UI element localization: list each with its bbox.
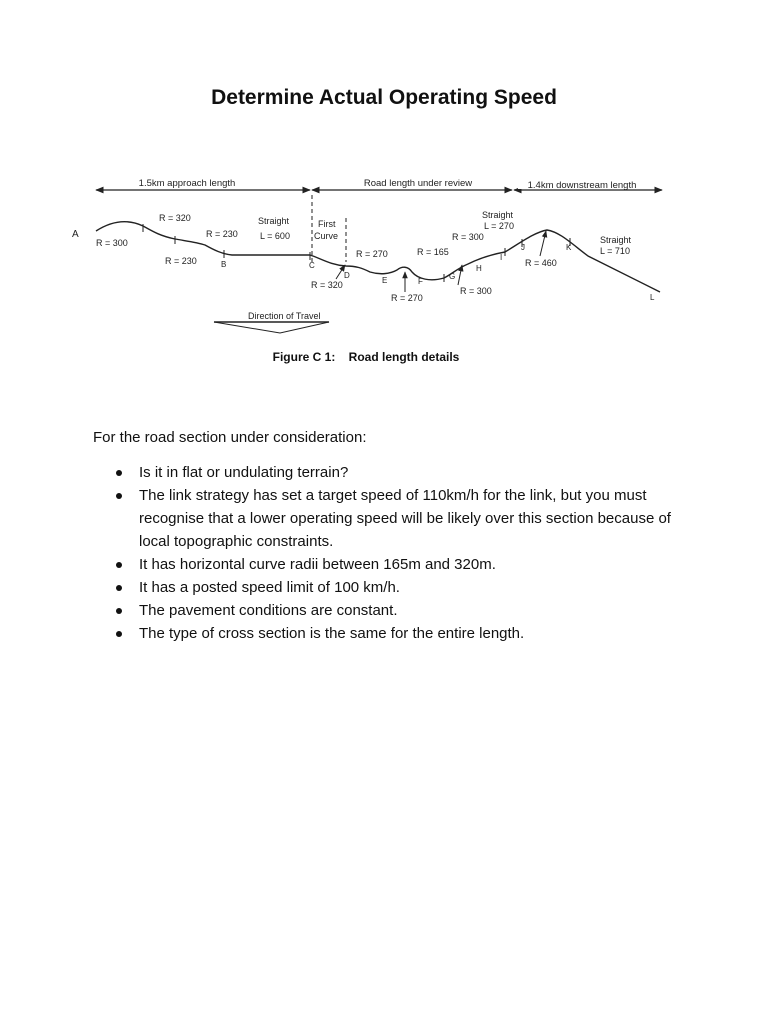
point-label-l: L [650, 293, 655, 302]
figure-caption-text: Road length details [348, 350, 460, 364]
figure-caption [0, 350, 732, 364]
point-label-j: J [521, 243, 525, 252]
point-label-e: E [382, 276, 388, 285]
point-label-g: G [449, 272, 456, 281]
first-curve-label: Curve [314, 231, 339, 241]
straight-label: Straight [482, 210, 514, 220]
radius-label: R = 230 [165, 256, 197, 266]
point-label-b: B [221, 260, 227, 269]
straight-label: Straight [600, 235, 632, 245]
radius-label: R = 270 [391, 293, 423, 303]
list-item: It has horizontal curve radii between 165m and 320m. [116, 553, 676, 576]
point-label-f: F [418, 277, 423, 286]
intro-text: For the road section under consideration: [93, 429, 367, 446]
straight-label: Straight [258, 216, 290, 226]
straight-length-label: L = 710 [600, 246, 630, 256]
point-label-c: C [309, 261, 315, 270]
straight-length-label: L = 270 [484, 221, 514, 231]
page-title: Determine Actual Operating Speed [211, 86, 557, 109]
first-curve-label: First [318, 219, 336, 229]
approach-length-label: 1.5km approach length [138, 178, 236, 189]
list-item: The pavement conditions are constant. [116, 599, 676, 622]
list-item: The type of cross section is the same for the entire length. [116, 622, 676, 645]
radius-label: R = 300 [96, 238, 128, 248]
pointer-arrow [540, 231, 546, 256]
downstream-length-label: 1.4km downstream length [527, 180, 637, 191]
radius-label: R = 300 [452, 232, 484, 242]
point-label-d: D [344, 271, 350, 280]
radius-label: R = 300 [460, 286, 492, 296]
point-label-h: H [476, 264, 482, 273]
point-label-k: K [566, 243, 572, 252]
radius-label: R = 320 [159, 213, 191, 223]
radius-label: R = 460 [525, 258, 557, 268]
point-label-i: I [500, 253, 503, 262]
review-length-label: Road length under review [363, 178, 473, 189]
direction-arrow [214, 322, 329, 333]
radius-label: R = 165 [417, 247, 449, 257]
road-length-figure [0, 0, 768, 400]
list-item: It has a posted speed limit of 100 km/h. [116, 576, 676, 599]
list-item: Is it in flat or undulating terrain? [116, 461, 676, 484]
straight-length-label: L = 600 [260, 231, 290, 241]
radius-label: R = 320 [311, 280, 343, 290]
bullet-list [116, 461, 676, 645]
figure-caption-number: Figure C 1: [272, 350, 336, 364]
direction-of-travel-label: Direction of Travel [248, 311, 321, 321]
radius-label: R = 230 [206, 229, 238, 239]
list-item: The link strategy has set a target speed of 110km/h for the link, but you must recognise that a lower operating speed will be likely over this section because of local topographic constraints. [116, 484, 676, 553]
radius-label: R = 270 [356, 249, 388, 259]
point-label-a: A [72, 229, 79, 240]
